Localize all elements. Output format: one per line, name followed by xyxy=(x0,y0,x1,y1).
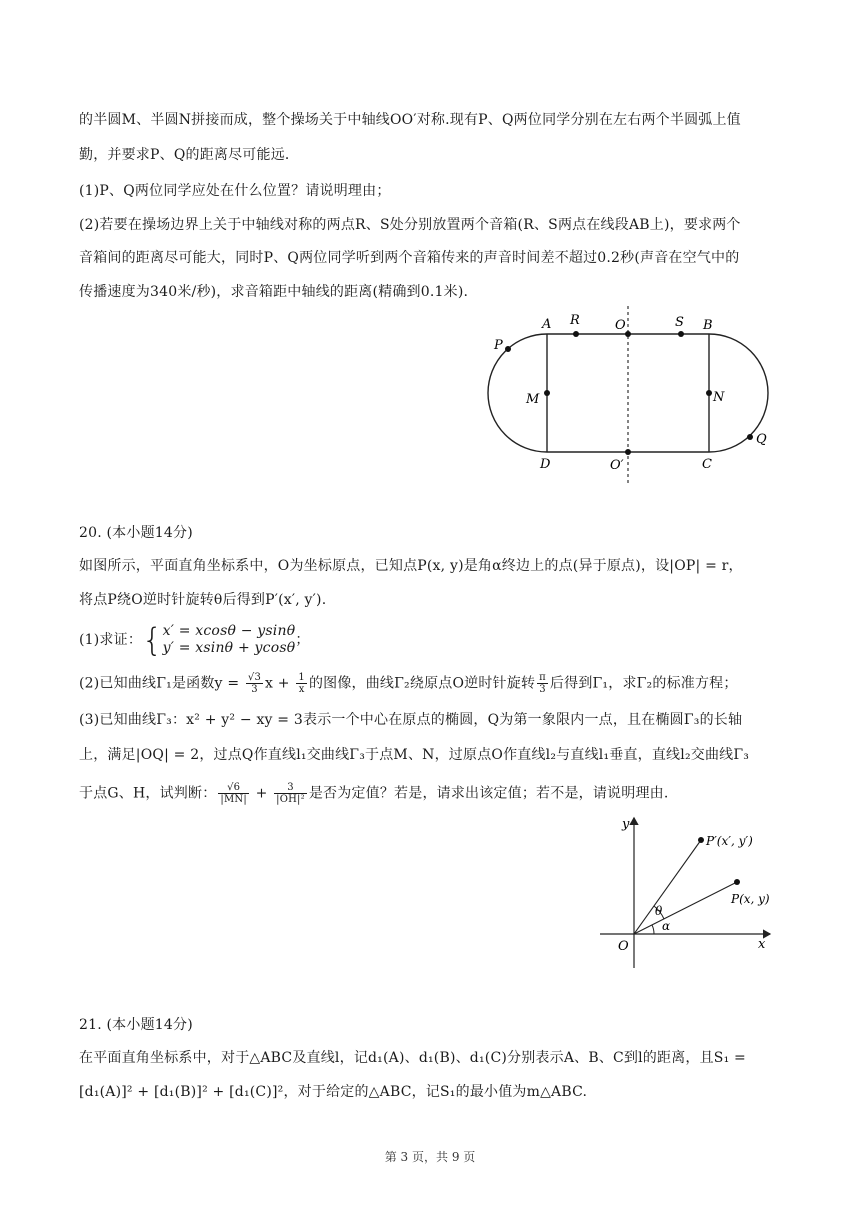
q20-part2-text-b: x + xyxy=(265,675,295,692)
q19-part1: (1)P、Q两位同学应处在什么位置？请说明理由； xyxy=(79,183,391,199)
label-P: P xyxy=(494,338,503,353)
q20-title: 20. (本小题14分) xyxy=(79,525,193,541)
q20-part1-prefix: (1)求证： xyxy=(79,632,143,648)
equation-x-prime: x′ = xcosθ − ysinθ xyxy=(162,623,296,639)
brace-symbol: { xyxy=(142,621,163,659)
origin-label: O xyxy=(618,939,629,954)
q20-part3-line2: 上，满足|OQ| = 2，过点Q作直线l₁交曲线Γ₃于点M、N，过原点O作直线l₂与直线l₁垂直，直线l₂交曲线Γ₃ xyxy=(79,747,750,763)
label-Q: Q xyxy=(756,432,767,447)
fraction-sqrt6-over-MN: $\frac{√6}{|MN|}$ xyxy=(220,782,247,805)
label-O-prime: O′ xyxy=(610,458,624,473)
q19-line2: 勤，并要求P、Q的距离尽可能远． xyxy=(79,147,300,163)
angle-alpha-label: α xyxy=(662,919,671,933)
fraction-3-over-OH-squared: $\frac{3}{\text{|OH|²}}$ xyxy=(276,782,305,805)
equation-y-prime: y′ = xsinθ + ycosθ xyxy=(162,640,296,656)
label-M: M xyxy=(526,392,540,407)
plus-sign: + xyxy=(250,785,273,802)
q20-part1 xyxy=(79,623,790,657)
equation-system xyxy=(142,623,295,657)
fraction-sqrt3-over-3: $\frac{√3}{3}$ xyxy=(247,672,262,695)
rotation-figure xyxy=(596,812,786,972)
label-N: N xyxy=(713,390,725,405)
playground-figure xyxy=(478,304,788,490)
label-O: O xyxy=(615,318,626,333)
q20-part2-text-d: 后得到Γ₁，求Γ₂的标准方程； xyxy=(549,675,738,692)
q20-part2-text-a: (2)已知曲线Γ₁是函数y = xyxy=(79,675,244,692)
label-P: P(x, y) xyxy=(731,892,770,906)
q20-intro-line2: 将点P绕O逆时针旋转θ后得到P′(x′, y′). xyxy=(79,592,327,608)
q20-part3-line1: (3)已知曲线Γ₃：x² + y² − xy = 3表示一个中心在原点的椭圆，Q为第一象限内一点，且在椭圆Γ₃的长轴 xyxy=(79,712,743,728)
fraction-1-over-x: $\frac{1}{x}$ xyxy=(298,672,305,695)
q21-title: 21. (本小题14分) xyxy=(79,1017,193,1033)
q20-intro-line1: 如图所示，平面直角坐标系中，O为坐标原点，已知点P(x, y)是角α终边上的点(异于原点)，设|OP| = r， xyxy=(79,558,743,574)
axis-label-x: x xyxy=(758,937,766,952)
q20-part3-text-a: 于点G、H，试判断： xyxy=(79,785,217,802)
q20-part2-text-c: 的图像，曲线Γ₂绕原点O逆时针旋转 xyxy=(308,675,536,692)
axis-label-y: y xyxy=(622,817,630,832)
q20-part3-text-b: 是否为定值？若是，请求出该定值；若不是，请说明理由. xyxy=(308,785,669,802)
label-P-prime: P′(x′, y′) xyxy=(706,834,753,848)
q19-line1: 的半圆M、半圆N拼接而成，整个操场关于中轴线OO′对称.现有P、Q两位同学分别在左右两个半圆弧上值 xyxy=(79,112,741,128)
q21-line1: 在平面直角坐标系中，对于△ABC及直线l，记d₁(A)、d₁(B)、d₁(C)分别表示A、B、C到l的距离，且S₁ = xyxy=(79,1050,746,1066)
fraction-pi-over-3: $\frac{\pi}{3}$ xyxy=(539,672,546,695)
page-footer: 第 3 页，共 9 页 xyxy=(384,1150,476,1164)
q19-part2-line3: 传播速度为340米/秒)，求音箱距中轴线的距离(精确到0.1米). xyxy=(79,284,469,300)
label-D: D xyxy=(540,457,551,472)
label-A: A xyxy=(542,317,552,332)
q20-part1-suffix: ； xyxy=(295,632,310,648)
q19-part2-line1: (2)若要在操场边界上关于中轴线对称的两点R、S处分别放置两个音箱(R、S两点在线段AB上)，要求两个 xyxy=(79,217,741,233)
label-S: S xyxy=(675,315,684,330)
q21-line2: [d₁(A)]² + [d₁(B)]² + [d₁(C)]²，对于给定的△ABC，记S₁的最小值为m△ABC. xyxy=(79,1084,588,1100)
angle-theta-label: θ xyxy=(655,904,663,918)
q20-part2 xyxy=(79,672,790,695)
q20-part3-line3 xyxy=(79,782,790,805)
label-R: R xyxy=(570,313,580,328)
label-B: B xyxy=(703,318,713,333)
q19-part2-line2: 音箱间的距离尽可能大，同时P、Q两位同学听到两个音箱传来的声音时间差不超过0.2秒(声音在空气中的 xyxy=(79,250,740,266)
label-C: C xyxy=(702,457,712,472)
